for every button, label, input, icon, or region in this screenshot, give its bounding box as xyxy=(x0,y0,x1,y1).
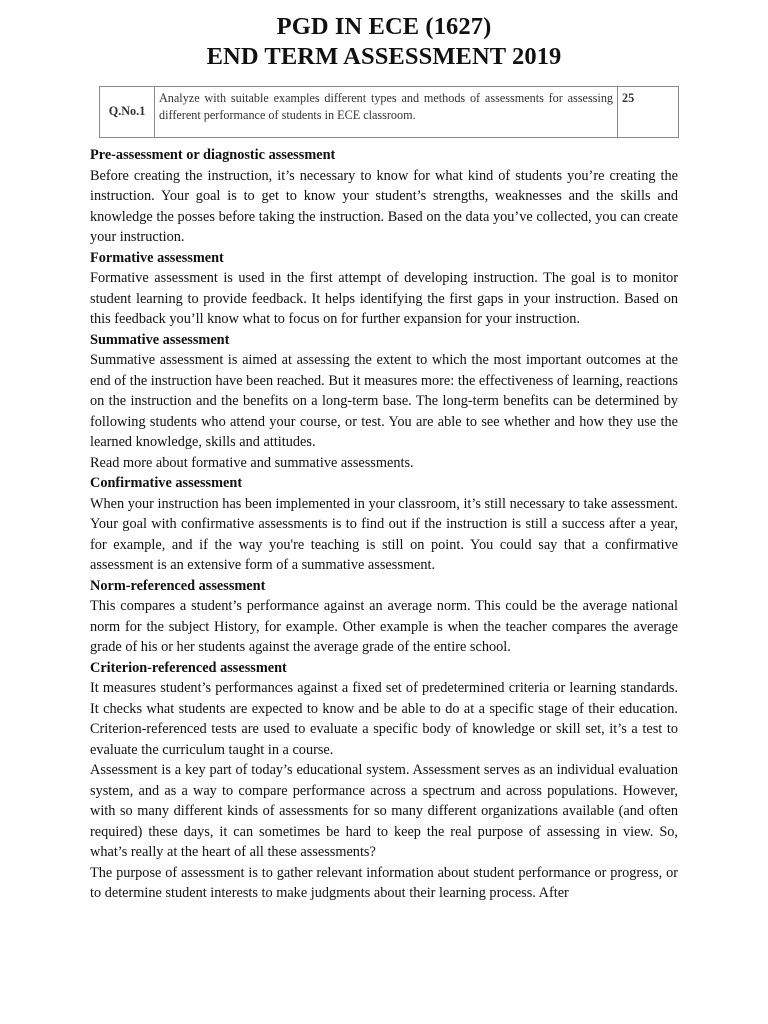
section-heading-formative: Formative assessment xyxy=(90,249,224,266)
document-page xyxy=(90,0,678,904)
section-heading-pre-assessment: Pre-assessment or diagnostic assessment xyxy=(90,147,336,163)
paragraph-assessment-purpose: The purpose of assessment is to gather relevant information about student performance or progress, or to determine student interests to make judgments about their learning process. After xyxy=(90,864,678,901)
section-body-norm-referenced: This compares a student’s performance against an average norm. This could be the average national norm for the subject History, for example. Other example is when the teacher compares the average grade of his or her students against the average grade of the entire school. xyxy=(90,598,678,655)
section-body-summative: Summative assessment is aimed at assessing the extent to which the most important outcomes at the end of the instruction have been reached. But it measures more: the effectiveness of learning, reactions on the instruction and the benefits on a long-term base. The long-term benefits can be determined by following students who attend your course, or test. You are able to see whether and how they use the learned knowledge, skills and attitudes. xyxy=(90,352,678,450)
question-number: Q.No.1 xyxy=(100,87,155,138)
question-text: Analyze with suitable examples different types and methods of assessments for assessing different performance of students in ECE classroom. xyxy=(155,87,618,138)
question-table xyxy=(99,86,679,138)
section-heading-criterion-referenced: Criterion-referenced assessment xyxy=(90,659,287,676)
section-note-summative: Read more about formative and summative assessments. xyxy=(90,454,414,471)
section-body-confirmative: When your instruction has been implemented in your classroom, it’s still necessary to take assessment. Your goal with confirmative assessments is to find out if the instruction is still a success after a year, for example, and if the way you're teaching is still on point. You could say that a confirmative assessment is an extensive form of a summative assessment. xyxy=(90,495,678,573)
section-body-formative: Formative assessment is used in the first attempt of developing instruction. The goal is to monitor student learning to provide feedback. It helps identifying the first gaps in your instruction. Based on this feedback you’ll know what to focus on for further expansion for your instruction. xyxy=(90,270,678,327)
section-heading-confirmative: Confirmative assessment xyxy=(90,475,243,491)
document-title-line-1: PGD IN ECE (1627) xyxy=(276,13,492,40)
section-heading-summative: Summative assessment xyxy=(90,331,230,348)
section-body-pre-assessment: Before creating the instruction, it’s necessary to know for what kind of students you’re creating the instruction. Your goal is to get to know your student’s strengths, weaknesses and the skills and knowledge the posses before taking the instruction. Based on the data you’ve collected, you can create your instruction. xyxy=(90,167,678,245)
document-title-line-2: END TERM ASSESSMENT 2019 xyxy=(206,43,562,70)
paragraph-assessment-role: Assessment is a key part of today’s educational system. Assessment serves as an individual evaluation system, and as a way to compare performance across a spectrum and across populations. However, with so many different kinds of assessments for so many different organizations available (and often required) these days, it can sometimes be hard to keep the real purpose of assessing in view. So, what’s really at the heart of all these assessments? xyxy=(90,762,678,860)
section-heading-norm-referenced: Norm-referenced assessment xyxy=(90,577,266,594)
question-marks: 25 xyxy=(618,87,679,138)
section-body-criterion-referenced: It measures student’s performances against a fixed set of predetermined criteria or learning standards. It checks what students are expected to know and be able to do at a specific stage of their education. Criterion-referenced tests are used to evaluate a specific body of knowledge or skill set, it’s a test to evaluate the curriculum taught in a course. xyxy=(90,680,678,758)
question-row xyxy=(100,87,679,138)
answer-content xyxy=(90,145,678,904)
